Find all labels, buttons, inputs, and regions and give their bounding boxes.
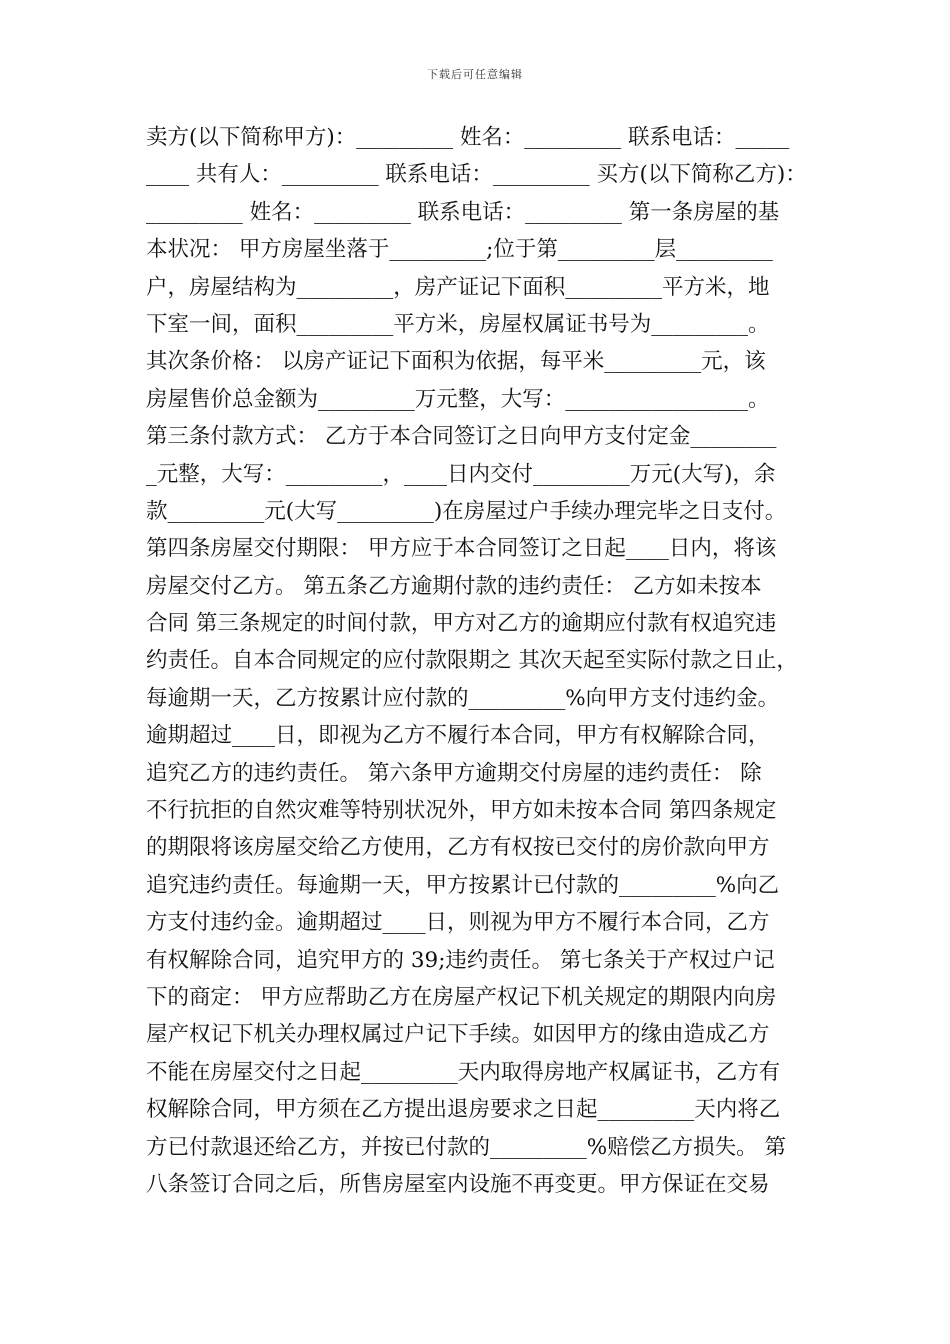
- contract-line: 不能在房屋交付之日起_________天内取得房地产权属证书，乙方有: [146, 1059, 781, 1085]
- contract-line: _元整，大写：_________，____日内交付_________万元(大写)，余: [146, 461, 776, 487]
- contract-line: 房屋售价总金额为_________万元整，大写：_________________。: [146, 386, 770, 412]
- contract-line: 合同 第三条规定的时间付款，甲方对乙方的逾期应付款有权追究违: [146, 611, 777, 637]
- contract-line: 的期限将该房屋交给乙方使用，乙方有权按已交付的房价款向甲方: [146, 835, 770, 861]
- contract-line: 下的商定： 甲方应帮助乙方在房屋产权记下机关规定的期限内向房: [146, 984, 777, 1010]
- contract-line: 不行抗拒的自然灾难等特别状况外，甲方如未按本合同 第四条规定: [146, 798, 777, 824]
- contract-line: 款_________元(大写_________)在房屋过户手续办理完毕之日支付。: [146, 498, 787, 524]
- contract-line: 卖方(以下简称甲方)：_________ 姓名：_________ 联系电话：_____: [146, 125, 790, 150]
- contract-line: 房屋交付乙方。 第五条乙方逾期付款的违约责任： 乙方如未按本: [146, 573, 762, 599]
- contract-line: 每逾期一天，乙方按累计应付款的_________%向甲方支付违约金。: [146, 685, 780, 711]
- contract-line: 第四条房屋交付期限： 甲方应于本合同签订之日起____日内，将该: [146, 536, 777, 562]
- contract-line: _________ 姓名：_________ 联系电话：_________ 第一条房屋的基: [146, 199, 780, 225]
- contract-line: 逾期超过____日，即视为乙方不履行本合同，甲方有权解除合同，: [146, 723, 770, 749]
- contract-line: 追究违约责任。每逾期一天，甲方按累计已付款的_________%向乙: [146, 872, 780, 898]
- contract-line: 约责任。自本合同规定的应付款限期之 其次天起至实际付款之日止，: [146, 648, 798, 674]
- contract-line: 户，房屋结构为_________，房产证记下面积_________平方米，地: [146, 274, 770, 300]
- contract-line: 第三条付款方式： 乙方于本合同签订之日向甲方支付定金________: [146, 424, 777, 450]
- contract-line: 屋产权记下机关办理权属过户记下手续。如因甲方的缘由造成乙方: [146, 1022, 770, 1048]
- contract-line: 方支付违约金。逾期超过____日，则视为甲方不履行本合同，乙方: [146, 910, 770, 936]
- contract-body: [146, 119, 814, 1203]
- contract-line: 权解除合同，甲方须在乙方提出退房要求之日起_________天内将乙: [146, 1097, 781, 1123]
- contract-line: 有权解除合同，追究甲方的 39;违约责任。 第七条关于产权过户记: [146, 947, 775, 973]
- contract-line: 下室一间，面积_________平方米，房屋权属证书号为_________。: [146, 311, 770, 337]
- contract-line: 追究乙方的违约责任。 第六条甲方逾期交付房屋的违约责任： 除: [146, 760, 762, 786]
- contract-line: 方已付款退还给乙方，并按已付款的_________%赔偿乙方损失。 第: [146, 1134, 787, 1160]
- header-note: 下载后可任意编辑: [427, 68, 523, 81]
- contract-line: 八条签订合同之后，所售房屋室内设施不再变更。甲方保证在交易: [146, 1171, 770, 1197]
- contract-line: 其次条价格： 以房产证记下面积为依据，每平米_________元，该: [146, 349, 766, 375]
- contract-line: ____ 共有人：_________ 联系电话：_________ 买方(以下简称乙方)：: [146, 162, 807, 188]
- contract-line: 本状况： 甲方房屋坐落于_________;位于第_________层_________: [146, 237, 773, 263]
